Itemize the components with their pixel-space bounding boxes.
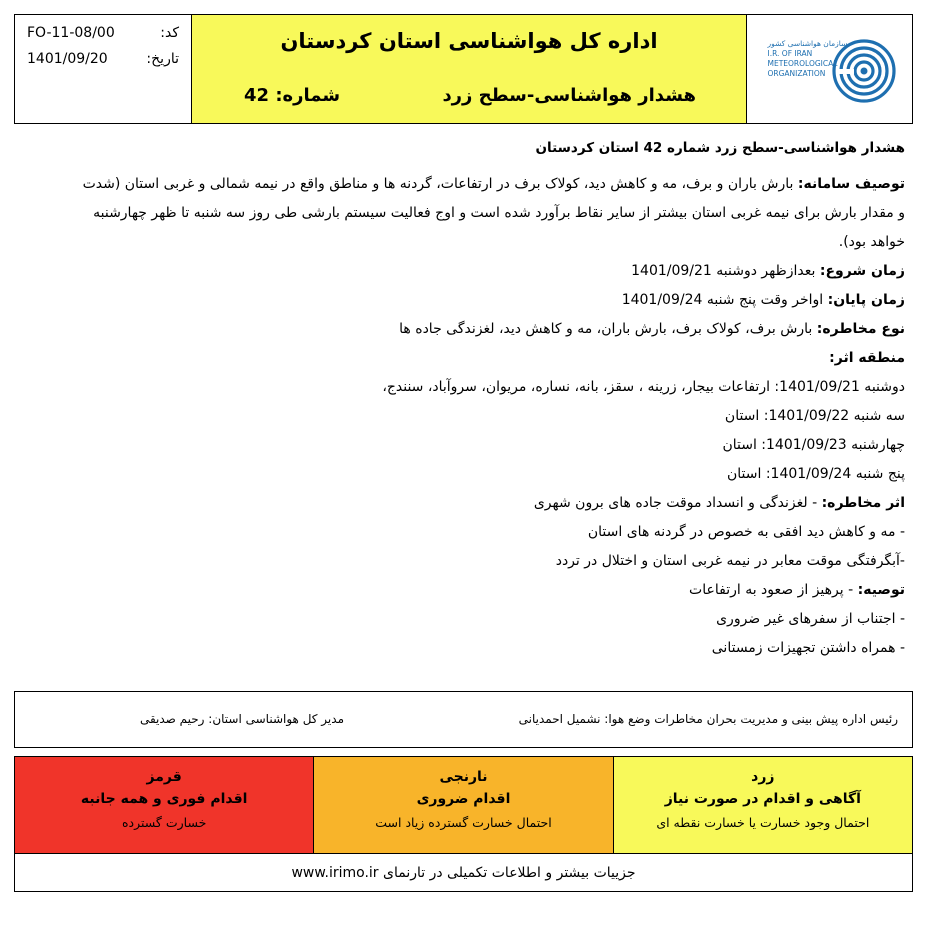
level-yellow-name: زرد bbox=[751, 769, 775, 785]
website-footer: جزییات بیشتر و اطلاعات تکمیلی در تارنمای www.irimo.ir bbox=[291, 865, 636, 881]
director-signature: مدیر کل هواشناسی استان: رحیم صدیقی bbox=[139, 712, 344, 726]
level-orange-desc: احتمال خسارت گسترده زیاد است bbox=[375, 815, 552, 830]
advice-label: توصیه: bbox=[857, 582, 905, 598]
forecast-head-signature: رئیس اداره پیش بینی و مدیریت بحران مخاطرات وضع هوا: نشمیل احمدیانی bbox=[518, 712, 898, 726]
system-label: توصیف سامانه: bbox=[797, 176, 905, 192]
document-header bbox=[14, 14, 913, 124]
area-line-1: دوشنبه 1401/09/21: ارتفاعات بیجار، زرینه ، سقز، بانه، نساره، مریوان، سروآباد، سنندج، bbox=[382, 379, 905, 395]
effect-row bbox=[18, 489, 905, 518]
effect-item-1: - لغزندگی و انسداد موقت جاده های برون شهری bbox=[533, 495, 818, 511]
warning-levels-legend bbox=[14, 756, 913, 892]
warning-number bbox=[244, 85, 340, 106]
level-red bbox=[15, 757, 313, 853]
level-yellow-desc: احتمال وجود خسارت یا خسارت نقطه ای bbox=[656, 815, 870, 830]
level-yellow-action: آگاهی و اقدام در صورت نیاز bbox=[664, 791, 861, 807]
level-yellow bbox=[613, 757, 912, 853]
area-label: منطقه اثر: bbox=[829, 350, 905, 366]
date-label: تاریخ: bbox=[146, 51, 179, 67]
system-line-3: خواهد بود). bbox=[838, 234, 905, 250]
level-red-action: اقدام فوری و همه جانبه bbox=[80, 791, 248, 807]
irimo-logo bbox=[760, 29, 900, 109]
code-value: FO-11-08/00 bbox=[27, 25, 115, 41]
end-label: زمان پایان: bbox=[827, 292, 905, 308]
warning-body bbox=[18, 140, 905, 663]
signature-block bbox=[14, 691, 913, 748]
area-line-3: چهارشنبه 1401/09/23: استان bbox=[722, 437, 905, 453]
warning-title: هشدار هواشناسی-سطح زرد bbox=[442, 85, 696, 106]
date-value: 1401/09/20 bbox=[27, 51, 108, 67]
advice-item-1: - پرهیز از صعود به ارتفاعات bbox=[689, 582, 854, 598]
org-title: اداره کل هواشناسی استان کردستان bbox=[280, 29, 658, 53]
end-time-row bbox=[18, 286, 905, 315]
level-orange bbox=[313, 757, 612, 853]
form-meta bbox=[15, 15, 192, 123]
logo-name-fa: سازمان هواشناسی کشور bbox=[767, 39, 848, 48]
end-value: اواخر وقت پنج شنبه 1401/09/24 bbox=[621, 292, 824, 308]
warning-subject: هشدار هواشناسی-سطح زرد شماره 42 استان کردستان bbox=[535, 140, 905, 156]
logo-area bbox=[747, 15, 912, 123]
advice-row bbox=[18, 576, 905, 605]
level-red-name: قرمز bbox=[146, 769, 182, 785]
effect-item-2: - مه و کاهش دید افقی به خصوص در گردنه های استان bbox=[587, 524, 905, 540]
area-line-4: پنج شنبه 1401/09/24: استان bbox=[726, 466, 905, 482]
title-block bbox=[192, 15, 747, 123]
level-orange-action: اقدام ضروری bbox=[416, 791, 511, 807]
levels-row bbox=[15, 757, 912, 854]
system-line-2: و مقدار بارش برای نیمه غربی استان بیشتر از سایر نقاط برآورد شده است و اوج فعالیت سیستم بارشی طی روز سه شنبه تا ظهر چهارشنبه bbox=[93, 205, 905, 221]
effect-item-3: -آبگرفتگی موقت معابر در نیمه غربی استان و اختلال در تردد bbox=[555, 553, 905, 569]
level-red-desc: خسارت گسترده bbox=[121, 815, 207, 830]
system-line-1 bbox=[18, 170, 905, 199]
hazard-type-row bbox=[18, 315, 905, 344]
spiral-logo-icon bbox=[760, 29, 900, 109]
number-label: شماره: bbox=[275, 85, 341, 106]
code-row bbox=[27, 25, 179, 41]
start-label: زمان شروع: bbox=[819, 263, 905, 279]
logo-name-en-3: ORGANIZATION bbox=[767, 69, 826, 78]
number-value: 42 bbox=[244, 85, 270, 106]
advice-item-3: - همراه داشتن تجهیزات زمستانی bbox=[711, 640, 905, 656]
code-label: کد: bbox=[160, 25, 179, 41]
hazard-type-label: نوع مخاطره: bbox=[816, 321, 905, 337]
advice-item-2: - اجتناب از سفرهای غیر ضروری bbox=[716, 611, 905, 627]
start-time-row bbox=[18, 257, 905, 286]
logo-name-en-1: I.R. OF IRAN bbox=[767, 49, 813, 58]
level-orange-name: نارنجی bbox=[439, 769, 488, 785]
logo-name-en-2: METEOROLOGICAL bbox=[767, 59, 838, 68]
start-value: بعدازظهر دوشنبه 1401/09/21 bbox=[631, 263, 816, 279]
system-text-1: بارش باران و برف، مه و کاهش دید، کولاک برف در ارتفاعات، گردنه ها و مناطق واقع در نیمه شمالی و غربی استان (شدت bbox=[82, 176, 794, 192]
effect-label: اثر مخاطره: bbox=[821, 495, 905, 511]
hazard-type-value: بارش برف، کولاک برف، بارش باران، مه و کاهش دید، لغزندگی جاده ها bbox=[399, 321, 813, 337]
date-row bbox=[27, 51, 179, 67]
area-line-2: سه شنبه 1401/09/22: استان bbox=[724, 408, 905, 424]
